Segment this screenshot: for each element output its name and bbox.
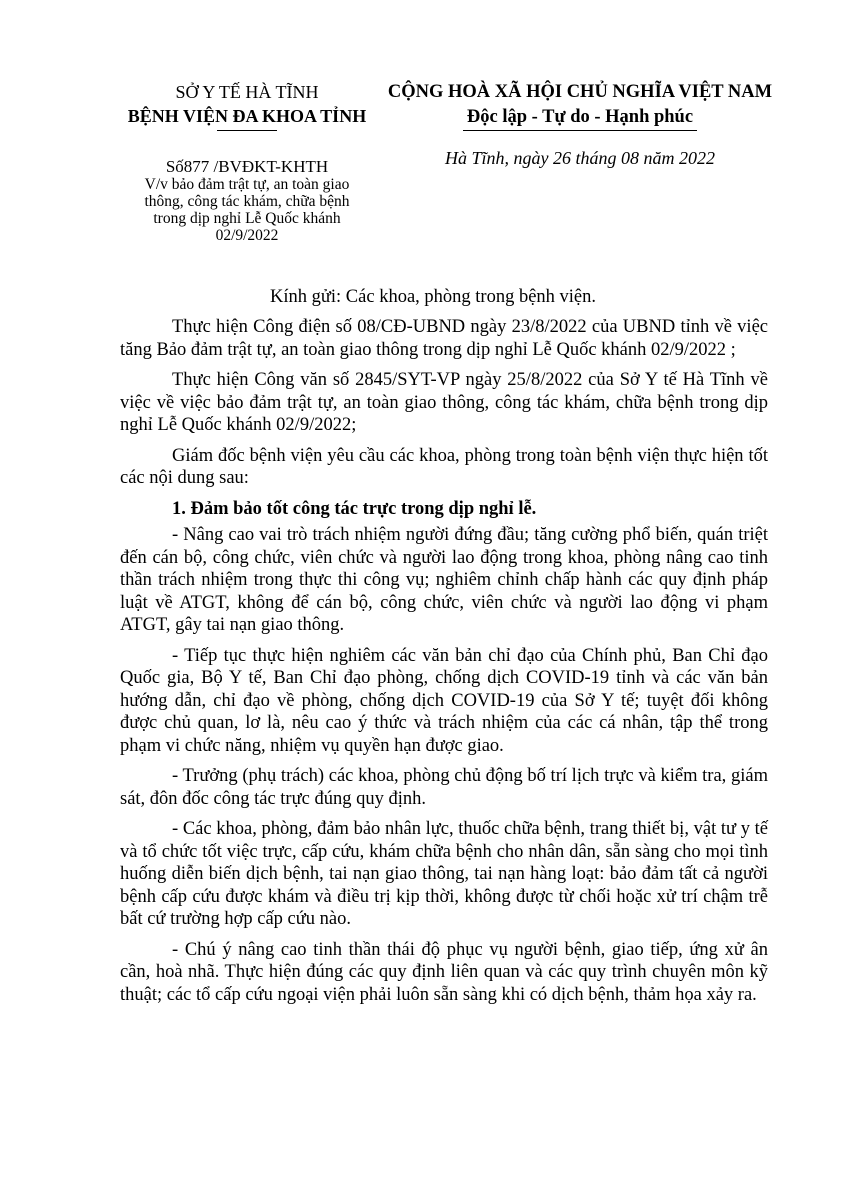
list-item: - Các khoa, phòng, đảm bảo nhân lực, thuốc chữa bệnh, trang thiết bị, vật tư y tế và tổ chức tốt việc trực, cấp cứu, khám chữa bệnh cho nhân dân, sẵn sàng cho mọi tình huống diễn biến dịch bệnh, tai nạn giao thông, tai nạn hàng loạt: bảo đảm tất cả người bệnh cấp cứu được khám và điều trị kịp thời, không được từ chối hoặc xử trí chậm trễ bất cứ trường hợp cấp cứu nào. xyxy=(120,819,768,929)
list-item: - Trưởng (phụ trách) các khoa, phòng chủ động bố trí lịch trực và kiểm tra, giám sát, đôn đốc công tác trực đúng quy định. xyxy=(120,766,768,809)
recipient-line: Kính gửi: Các khoa, phòng trong bệnh viện. xyxy=(270,287,597,307)
document-number: Số877 /BVĐKT-KHTH xyxy=(165,157,329,176)
nation-title: CỘNG HOÀ XÃ HỘI CHỦ NGHĨA VIỆT NAM xyxy=(387,82,773,102)
paragraph: Thực hiện Công điện số 08/CĐ-UBND ngày 23/8/2022 của UBND tỉnh về việc tăng Bảo đảm trật tự, an toàn giao thông trong dịp nghỉ Lễ Quốc khánh 02/9/2022 ; xyxy=(120,317,768,360)
paragraph: Thực hiện Công văn số 2845/SYT-VP ngày 25/8/2022 của Sở Y tế Hà Tĩnh về việc về việc bảo đảm trật tự, an toàn giao thông, công tác khám, chữa bệnh trong dịp nghỉ Lễ Quốc khánh 02/9/2022; xyxy=(120,370,768,435)
national-header xyxy=(380,80,780,131)
list-item: - Chú ý nâng cao tinh thần thái độ phục vụ người bệnh, giao tiếp, ứng xử ân cần, hoà nhã. Thực hiện đúng các quy định liên quan và các quy trình chuyên môn kỹ thuật; các tổ cấp cứu ngoại viện phải luôn sẵn sàng khi có dịch bệnh, thảm họa xảy ra. xyxy=(120,939,768,1005)
list-item: - Tiếp tục thực hiện nghiêm các văn bản chỉ đạo của Chính phủ, Ban Chỉ đạo Quốc gia, Bộ Y tế, Ban Chỉ đạo phòng, chống dịch COVID-19 tỉnh và các văn bản hướng dẫn, chỉ đạo về phòng, chống dịch COVID-19 của Sở Y tế; tuyệt đối không được chủ quan, lơ là, nêu cao ý thức và trách nhiệm của các cá nhân, tập thể trong phạm vi chức năng, nhiệm vụ quyền hạn được giao. xyxy=(120,645,768,756)
motto-divider xyxy=(463,130,697,131)
list-item: - Nâng cao vai trò trách nhiệm người đứng đầu; tăng cường phổ biến, quán triệt đến cán bộ, công chức, viên chức và người lao động trong khoa, phòng nâng cao tinh thần trách nhiệm trong thực thi công vụ; nghiêm chỉnh chấp hành các quy định pháp luật về ATGT, không để cán bộ, công chức, viên chức và người lao động vi phạm ATGT, gây tai nạn giao thông. xyxy=(120,525,768,635)
date-line: Hà Tĩnh, ngày 26 tháng 08 năm 2022 xyxy=(445,148,715,168)
section-heading: 1. Đảm bảo tốt công tác trực trong dịp nghỉ lễ. xyxy=(172,498,537,519)
parent-organization: SỞ Y TẾ HÀ TĨNH xyxy=(175,82,319,102)
issuer-divider xyxy=(217,130,277,131)
national-motto: Độc lập - Tự do - Hạnh phúc xyxy=(466,107,694,127)
document-body xyxy=(120,316,768,1014)
organization-name: BỆNH VIỆN ĐA KHOA TỈNH xyxy=(127,106,367,126)
paragraph: Giám đốc bệnh viện yêu cầu các khoa, phòng trong toàn bệnh viện thực hiện tốt các nội dung sau: xyxy=(120,445,768,488)
issuer-block xyxy=(112,80,382,131)
document-subject: V/v bảo đảm trật tự, an toàn giao thông, công tác khám, chữa bệnh trong dịp nghỉ Lễ Quốc khánh 02/9/2022 xyxy=(144,176,350,244)
